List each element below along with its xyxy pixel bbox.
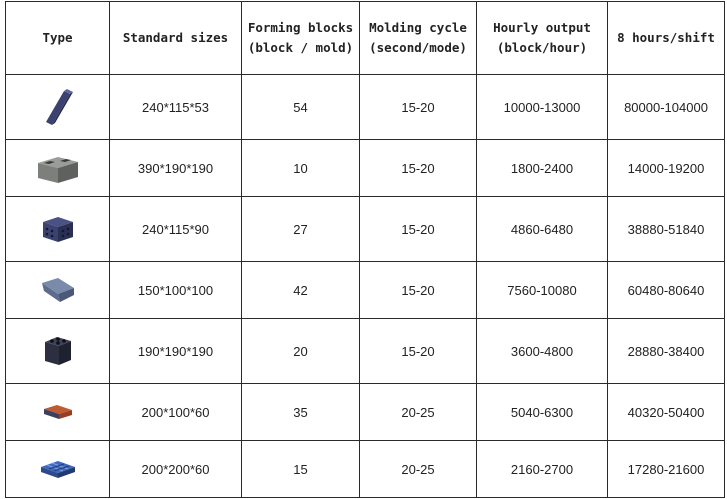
cycle-cell: 20-25 xyxy=(360,384,477,441)
header-forming-blocks: Forming blocks (block / mold) xyxy=(242,2,360,75)
cycle-cell: 15-20 xyxy=(360,75,477,140)
type-cell xyxy=(6,441,110,498)
header-8-hours-shift: 8 hours/shift xyxy=(608,2,725,75)
cube-hollow-block-icon xyxy=(40,333,76,369)
table-row xyxy=(6,197,725,262)
hourly-cell: 5040-6300 xyxy=(477,384,608,441)
type-cell xyxy=(6,75,110,140)
size-cell: 190*190*190 xyxy=(110,319,242,384)
cycle-cell: 15-20 xyxy=(360,140,477,197)
type-cell xyxy=(6,262,110,319)
table-row xyxy=(6,441,725,498)
cycle-cell: 15-20 xyxy=(360,262,477,319)
table-row xyxy=(6,319,725,384)
solid-brick-icon xyxy=(38,85,78,129)
forming-cell: 15 xyxy=(242,441,360,498)
table-row xyxy=(6,75,725,140)
forming-cell: 35 xyxy=(242,384,360,441)
forming-cell: 42 xyxy=(242,262,360,319)
cycle-cell: 20-25 xyxy=(360,441,477,498)
hourly-cell: 10000-13000 xyxy=(477,75,608,140)
block-spec-table xyxy=(5,1,725,498)
paver-icon xyxy=(41,401,75,423)
hourly-cell: 2160-2700 xyxy=(477,441,608,498)
shift-cell: 28880-38400 xyxy=(608,319,725,384)
forming-cell: 20 xyxy=(242,319,360,384)
grass-paver-icon xyxy=(38,456,78,482)
size-cell: 200*100*60 xyxy=(110,384,242,441)
hollow-block-icon xyxy=(36,151,80,185)
size-cell: 150*100*100 xyxy=(110,262,242,319)
forming-cell: 54 xyxy=(242,75,360,140)
hourly-cell: 1800-2400 xyxy=(477,140,608,197)
header-row xyxy=(6,2,725,75)
shift-cell: 40320-50400 xyxy=(608,384,725,441)
size-cell: 390*190*190 xyxy=(110,140,242,197)
size-cell: 240*115*90 xyxy=(110,197,242,262)
shift-cell: 80000-104000 xyxy=(608,75,725,140)
shift-cell: 38880-51840 xyxy=(608,197,725,262)
shift-cell: 60480-80640 xyxy=(608,262,725,319)
size-cell: 200*200*60 xyxy=(110,441,242,498)
shift-cell: 14000-19200 xyxy=(608,140,725,197)
table-row xyxy=(6,140,725,197)
header-standard-sizes: Standard sizes xyxy=(110,2,242,75)
table-row xyxy=(6,384,725,441)
forming-cell: 10 xyxy=(242,140,360,197)
forming-cell: 27 xyxy=(242,197,360,262)
type-cell xyxy=(6,197,110,262)
size-cell: 240*115*53 xyxy=(110,75,242,140)
shift-cell: 17280-21600 xyxy=(608,441,725,498)
hourly-cell: 4860-6480 xyxy=(477,197,608,262)
perforated-brick-icon xyxy=(40,213,76,245)
cycle-cell: 15-20 xyxy=(360,319,477,384)
type-cell xyxy=(6,384,110,441)
type-cell xyxy=(6,140,110,197)
header-molding-cycle: Molding cycle (second/mode) xyxy=(360,2,477,75)
hourly-cell: 3600-4800 xyxy=(477,319,608,384)
table-row xyxy=(6,262,725,319)
solid-block-icon xyxy=(38,274,78,306)
header-hourly-output: Hourly output (block/hour) xyxy=(477,2,608,75)
hourly-cell: 7560-10080 xyxy=(477,262,608,319)
header-type: Type xyxy=(6,2,110,75)
cycle-cell: 15-20 xyxy=(360,197,477,262)
type-cell xyxy=(6,319,110,384)
